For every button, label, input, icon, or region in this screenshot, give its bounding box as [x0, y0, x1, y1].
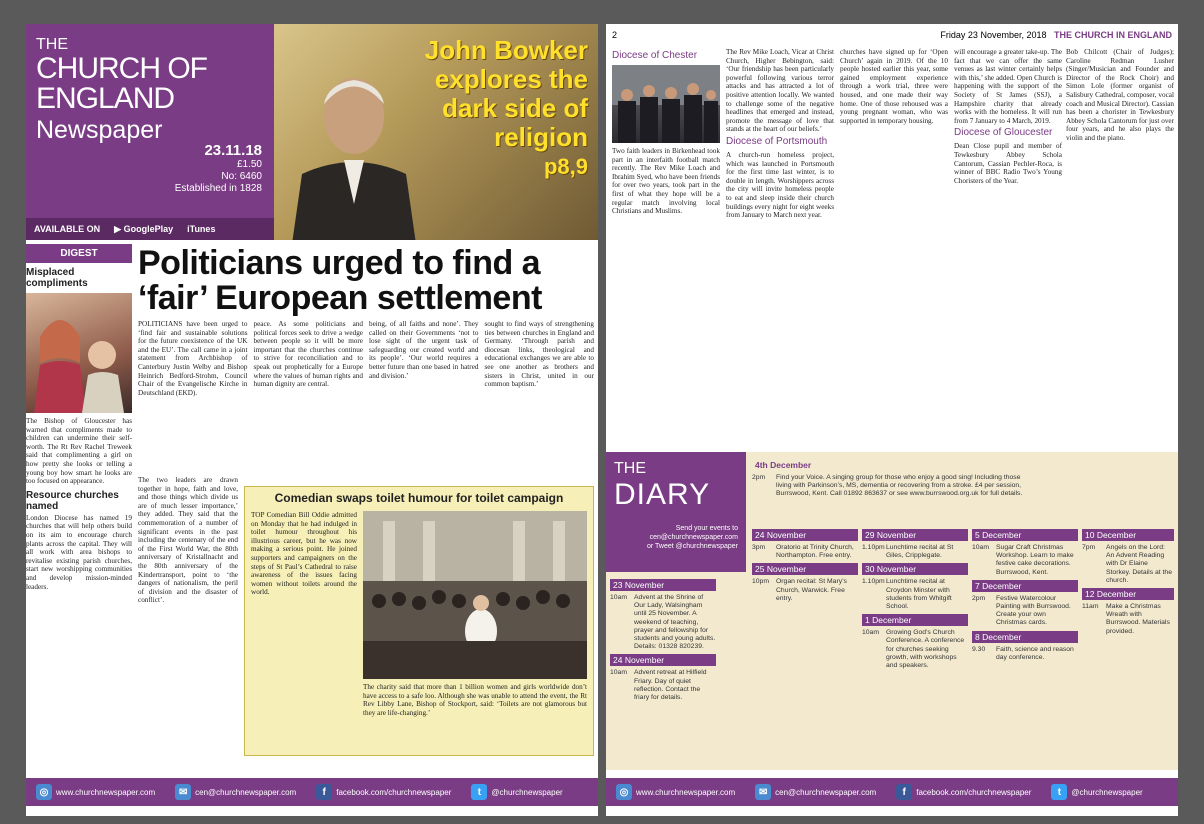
lead-continued-text: The two leaders are drawn together in hope, faith and love, and those things which divide us are of much lesser importance,’ they added. They said that the commemoration of a number of significant events in the past including the centenary of the end of the First World War, the 80th anniversary of Kristallnacht and the 80th anniversary of the Kindertransport, point to ‘the dangers of nationalism, the peril of division and the disaster of conflict’.: [138, 476, 238, 605]
footer-facebook: facebook.com/churchnewspaper: [916, 787, 1032, 797]
cover-photo: [274, 24, 598, 240]
diary-title: DIARY: [614, 478, 711, 511]
diary-text: Lunchtime recital at Croydon Minster with students from Whitgift School.: [886, 578, 952, 611]
lead-story-columns: [138, 320, 594, 470]
footer-email: cen@churchnewspaper.com: [775, 787, 877, 797]
diary-send-email[interactable]: cen@churchnewspaper.com: [649, 534, 738, 541]
page2-header-right: [940, 30, 1172, 42]
page2-header: [606, 24, 1178, 42]
diary-time: 7pm: [1082, 544, 1096, 551]
diary-date-head: 4th December: [755, 460, 812, 470]
digest-header: DIGEST: [26, 244, 132, 263]
crowd-on-steps: [363, 511, 587, 679]
diary-entry: [862, 629, 968, 670]
diary-time: 1.10pm: [862, 544, 885, 551]
diary-time: 10am: [862, 629, 880, 637]
mail-icon: ✉: [755, 784, 771, 800]
gloucester-headline[interactable]: Diocese of Gloucester: [954, 127, 1053, 139]
diary-time: 10am: [610, 594, 628, 601]
diary-date-head: 23 November: [610, 579, 716, 591]
itunes-label: iTunes: [187, 224, 216, 234]
diary-time: 11am: [1082, 603, 1099, 611]
diary-time: 10am: [610, 669, 628, 677]
footer-facebook-link[interactable]: [306, 778, 461, 806]
page2-section: THE CHURCH IN ENGLAND: [1054, 30, 1172, 40]
diary-time: 10pm: [752, 578, 770, 586]
masthead-the: THE: [36, 36, 68, 53]
diary-time: 9.30: [972, 645, 986, 653]
box-lead-text: TOP Comedian Bill Oddie admitted on Monday that he had indulged in toilet humour throughout his illustrious career, but he was now making a serious point. He joined supporters and campaigners on the steps of St Paul’s Cathedral to raise awareness of the issues facing women without toilets around the world.: [251, 511, 357, 597]
lead-col1: POLITICIANS have been urged to ‘find fair and sustainable solutions for the future coexistence of the UK and the EU’. The call came in a joint statement from Archbishop of Canterbury Justin Welby and Bishop Heinrich Bedford-Strohm, Council Chair of the Evangelische Kirche in Deutschland (EKD).: [138, 320, 248, 397]
diary-text: Oratorio at Trinity Church, Northampton. Free entry.: [776, 544, 854, 560]
diary-text: Angels on the Lord: An Advent Reading with Dr Elaine Storkey. Details at the church.: [1106, 544, 1172, 584]
footer-website-link[interactable]: [26, 778, 165, 806]
diary-send-tweet[interactable]: or Tweet @churchnewspaper: [646, 543, 738, 550]
twitter-icon: t: [1051, 784, 1067, 800]
p2-column-2: [726, 48, 834, 220]
page2-footer: [606, 778, 1178, 806]
diary-entry: [752, 578, 858, 603]
chester-body: Two faith leaders in Birkenhead took part in an interfaith football match recently. The Rev Mike Loach and Ibrahim Syed, who have been friends for over two years, took part in the first of what they hope will be a regular match involving local Christians and Muslims.: [612, 147, 720, 216]
diary-text: Lunchtime recital at St Giles, Cripplegate.: [886, 544, 954, 560]
diary-date-head: 8 December: [972, 631, 1078, 643]
diary-entry: [1082, 603, 1174, 636]
diary-time: 2pm: [752, 474, 766, 481]
footer-twitter-link[interactable]: [1041, 778, 1152, 806]
diary-column-2: [752, 526, 858, 766]
chester-continued: The Rev Mike Loach, Vicar at Christ Church, Higher Bebington, said: ‘Our friendship has been particularly powerful following various terror attacks and has attracted a lot of positive attention locally. We wanted to challenge some of the negative headlines that emerged and instead, promote the message of love that stands at the heart of our beliefs.’: [726, 48, 834, 134]
google-play-label: GooglePlay: [123, 223, 174, 234]
facebook-icon: f: [316, 784, 332, 800]
diary-text: Advent retreat at Hilfield Friary. Day of quiet reflection. Contact the friary for details.: [634, 669, 707, 702]
diary-text: Advent at the Shrine of Our Lady, Walsingham until 25 November. A weekend of teaching, prayer and fellowship for students and young adults. Details: 01328 820239.: [634, 594, 716, 651]
group-photo: [612, 65, 720, 143]
diary-date-head: 29 November: [862, 529, 968, 541]
diary-section: [606, 452, 1178, 770]
portsmouth-body: A church-run homeless project, which was launched in Portsmouth for the first time last winter, is to double in length. Worshippers across the city will invite homeless people to eat and sleep inside their church buildings every night for eight weeks from January to March next year.: [726, 150, 834, 220]
p2-column-3: [840, 48, 948, 125]
inside-page: [606, 24, 1178, 816]
diary-text: Festive Watercolour Painting with Burrswood. Create your own Christmas cards.: [996, 594, 1071, 627]
chester-photo: [612, 65, 720, 143]
teaser-line2: explores the: [434, 64, 588, 94]
masthead-name-line1: CHURCH OF: [36, 52, 207, 85]
page-number: 2: [612, 30, 618, 40]
p2-column-4: [954, 48, 1062, 185]
diary-date-head: 12 December: [1082, 588, 1174, 600]
diary-header: [606, 452, 746, 572]
diary-date-head: 25 November: [752, 563, 858, 575]
diary-entry: [972, 544, 1078, 577]
lead-col2: peace. As some politicians and political forces seek to drive a wedge between people so it will be more important that the churches continue to strive for reconciliation and to speak out prophetically for a Europe where the values of human rights and human dignity are central.: [253, 320, 363, 389]
digest-story2-body: London Diocese has named 19 churches that will help others build on its aim to encourage church plants across the capital. They will all work with area bishops to revitalise existing parish churches, start new worshipping communities and develop mission-minded leaders.: [26, 513, 132, 591]
masthead-name-line2: ENGLAND: [36, 82, 175, 115]
diary-date-head: 7 December: [972, 580, 1078, 592]
diary-featured: [752, 456, 1032, 526]
footer-twitter: @churchnewspaper: [491, 787, 563, 797]
diary-text: Sugar Craft Christmas Workshop. Learn to make festive cake decorations. Burrswood, Kent.: [996, 544, 1074, 576]
lead-headline[interactable]: Politicians urged to find a ‘fair’ European settlement: [138, 244, 542, 317]
comedian-story-box: [244, 486, 594, 756]
diary-time: 10am: [972, 544, 990, 551]
gloucester-continued: Bob Chilcott (Chair of Judges); Caroline Redman Lusher (Singer/Musician and Founder and Director of the Rock Choir) and Simon Lole (former organist of Salisbury Cathedral, composer, vocal coach and Musical Director). Cassian has been a chorister in Tewkesbury Abbey Schola Cantorum for just over four years, and he also plays the violin and the piano.: [1066, 48, 1174, 142]
digest-story1-body: The Bishop of Gloucester has warned that compliments made to children can undermine their self-worth. The Rt Rev Rachel Treweek said that complimenting a girl on how pretty she looks or telling a young boy how smart he looks are too focused on appearance.: [26, 417, 132, 486]
diary-entry: [752, 474, 1032, 499]
diary-column-5: [1082, 526, 1174, 766]
footer-email-link[interactable]: [165, 778, 306, 806]
globe-icon: ◎: [616, 784, 632, 800]
diary-time: 2pm: [972, 594, 986, 602]
diary-text: Growing God’s Church Conference. A conference for churches seeking growth, with workshops and speakers.: [886, 629, 965, 670]
digest-story2-headline[interactable]: Resource churches named: [26, 489, 119, 512]
issue-price: £1.50: [236, 159, 262, 170]
footer-facebook: facebook.com/churchnewspaper: [336, 787, 452, 797]
diary-entry: [610, 669, 716, 702]
teaser-line3: dark side of: [442, 93, 588, 123]
lead-col3: being, of all faiths and none’. They called on their Governments ‘not to lose sight of the urgent task of safeguarding our created world and its people’. ‘Our world requires a better future than one based in hatred and division.’: [369, 320, 479, 380]
teaser-line4: religion: [494, 122, 588, 152]
footer-email: cen@churchnewspaper.com: [195, 787, 297, 797]
globe-icon: ◎: [36, 784, 52, 800]
mail-icon: ✉: [175, 784, 191, 800]
established-line: Established in 1828: [174, 183, 262, 194]
available-on-label: AVAILABLE ON: [34, 224, 101, 234]
footer-website: www.churchnewspaper.com: [636, 787, 736, 797]
google-play-link[interactable]: ▶ GooglePlay: [114, 223, 174, 234]
masthead: [26, 24, 598, 240]
itunes-link[interactable]: [187, 224, 215, 234]
page1-footer: [26, 778, 598, 806]
portsmouth-headline[interactable]: Diocese of Portsmouth: [726, 135, 828, 147]
masthead-title-block: [26, 24, 274, 240]
digest-photo: [26, 293, 132, 413]
diary-entry: [1082, 544, 1174, 585]
diary-send: [614, 524, 738, 551]
gloucester-body: Dean Close pupil and member of Tewkesbury Abbey Schola Cantorum, Cassian Pechler-Roca, is winner of BBC Radio Two’s Young Choristers of the Year.: [954, 142, 1062, 185]
footer-twitter: @churchnewspaper: [1071, 787, 1143, 797]
diary-column-3: [862, 526, 968, 766]
diary-the: THE: [614, 460, 646, 477]
diary-send-line1: Send your events to: [675, 525, 738, 532]
masthead-paper: Newspaper: [36, 116, 163, 144]
diary-text: Faith, science and reason day conference.: [996, 645, 1074, 661]
diary-entry: [752, 544, 858, 560]
diary-entry: [610, 594, 716, 651]
box-headline[interactable]: Comedian swaps toilet humour for toilet campaign: [274, 491, 564, 505]
diary-entry: [972, 646, 1078, 662]
footer-website-link[interactable]: [606, 778, 745, 806]
children-figures: [26, 293, 132, 413]
diary-column-1: [610, 576, 716, 766]
diary-date-head: 1 December: [862, 614, 968, 626]
diary-entry: [972, 595, 1078, 628]
available-on-bar: [26, 218, 274, 240]
diary-column-4: [972, 526, 1078, 766]
portsmouth-final: will encourage a greater take-up. The fact that we can offer the same venues as last winter certainly helps with this,’ she added. Open Church is happening with the support of the Society of St James (SSJ), a Hampshire charity that already works with the homeless. It will run from 7 January to 4 March, 2019.: [954, 48, 1062, 125]
masthead-meta: [175, 142, 262, 195]
diary-text: Make a Christmas Wreath with Burrswood. Materials provided.: [1106, 603, 1170, 635]
diary-date-head: 24 November: [752, 529, 858, 541]
cover-teaser[interactable]: [388, 36, 588, 181]
footer-email-link[interactable]: [745, 778, 886, 806]
p2-column-5: [1066, 48, 1174, 143]
portsmouth-continued: churches have signed up for ‘Open Church’ again in 2019. Of the 10 people hosted earlier this year, some gained employment experience through a work trial, three were housed, and one made their way home. One of those rehoused was a young pregnant woman, who was supported in temporary housing.: [840, 48, 948, 125]
teaser-pages: p8,9: [543, 154, 588, 179]
facebook-icon: f: [896, 784, 912, 800]
box-lower-text: The charity said that more than 1 billion women and girls worldwide don’t have access to a safe loo. Although she was unable to attend the event, the Rt Rev Libby Lane, Bishop of Stockport, said: ‘Toilets are not glamorous but they are life-changing.’: [363, 683, 587, 717]
lead-story-continued: [138, 476, 238, 756]
issue-date: 23.11.18: [204, 142, 262, 159]
issue-number: No: 6460: [221, 171, 262, 182]
lead-col4: sought to find ways of strengthening ties between churches in England and Germany. ‘Through parish and diocesan links, theological and educational exchanges we are able to see one another as brothers and sisters in Christ, united in our common baptism.’: [484, 320, 594, 389]
diary-date-head: 30 November: [862, 563, 968, 575]
footer-facebook-link[interactable]: [886, 778, 1041, 806]
diary-date-head: 5 December: [972, 529, 1078, 541]
footer-website: www.churchnewspaper.com: [56, 787, 156, 797]
box-photo: [363, 511, 587, 679]
twitter-icon: t: [471, 784, 487, 800]
diary-time: 1.10pm: [862, 578, 885, 586]
diary-date-head: 24 November: [610, 654, 716, 666]
diary-date-head: 10 December: [1082, 529, 1174, 541]
digest-column: [26, 244, 132, 754]
teaser-line1: John Bowker: [424, 35, 588, 65]
diary-text: Find your Voice. A singing group for those who enjoy a good sing! Including those living with Parkinson’s, MS, dementia or recovering from a stroke. £4 per session, Burrswood, Kent. Call 01892 863637 or see www.burrswood.org.uk for full details.: [776, 474, 1023, 498]
diary-entry: [862, 578, 968, 611]
diary-text: Organ recital: St Mary’s Church, Warwick. Free entry.: [776, 578, 847, 602]
page2-date: Friday 23 November, 2018: [940, 30, 1047, 40]
front-page: [26, 24, 598, 816]
chester-headline[interactable]: Diocese of Chester: [612, 50, 698, 61]
p2-column-1: [612, 48, 720, 216]
digest-story1-headline[interactable]: Misplaced compliments: [26, 267, 88, 289]
diary-entry: [862, 544, 968, 560]
footer-twitter-link[interactable]: [461, 778, 572, 806]
diary-time: 3pm: [752, 544, 766, 551]
